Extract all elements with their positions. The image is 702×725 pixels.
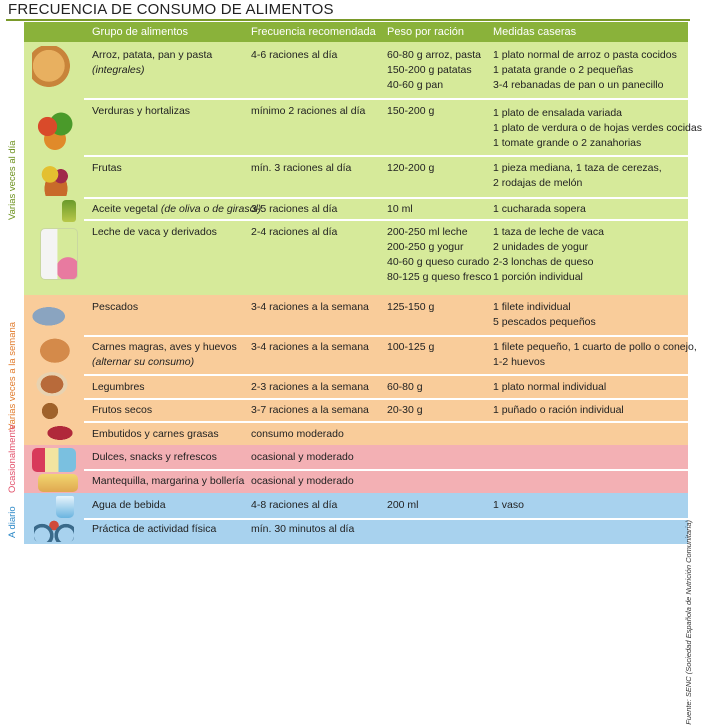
row-divider: [84, 98, 688, 100]
weight-cell: 20-30 g: [387, 404, 423, 416]
group-cell: Legumbres: [92, 381, 145, 393]
side-label-weekly: Varias veces a la semana: [7, 321, 18, 430]
header-frequency: Frecuencia recomendada: [251, 26, 376, 38]
frequency-cell: 2-4 raciones al día: [251, 226, 338, 238]
group-cell: Práctica de actividad física: [92, 523, 217, 535]
table-header: [24, 22, 688, 42]
weight-cell: 60-80 g: [387, 381, 423, 393]
frequency-table: [24, 22, 702, 544]
fruit-bowl-icon: [36, 160, 76, 196]
group-cell: Leche de vaca y derivados: [92, 226, 217, 238]
title-underline: [6, 19, 690, 21]
weight-cell: 200-250 ml leche 200-250 g yogur 40-60 g queso curado 80-125 g queso fresco: [387, 226, 492, 283]
header-measures: Medidas caseras: [493, 26, 577, 38]
group-cell: Pescados: [92, 301, 139, 313]
frequency-cell: mín. 3 raciones al día: [251, 162, 352, 174]
chicken-icon: [36, 332, 78, 366]
group-cell: Mantequilla, margarina y bollería: [92, 475, 245, 487]
group-cell: Frutas: [92, 162, 122, 174]
row-divider: [84, 219, 688, 221]
group-cell: Carnes magras, aves y huevos (alternar su consumo): [92, 341, 237, 368]
header-group: Grupo de alimentos: [92, 26, 188, 38]
measures-cell: 1 puñado o ración individual: [493, 404, 624, 416]
measures-cell: 1 cucharada sopera: [493, 203, 586, 215]
measures-cell: 1 vaso: [493, 499, 524, 511]
group-cell: Dulces, snacks y refrescos: [92, 451, 217, 463]
weight-cell: 10 ml: [387, 203, 413, 215]
weight-cell: 125-150 g: [387, 301, 435, 313]
measures-cell: 1 filete pequeño, 1 cuarto de pollo o conejo, 1-2 huevos: [493, 341, 697, 368]
weight-cell: 120-200 g: [387, 162, 435, 174]
header-weight: Peso por ración: [387, 26, 465, 38]
row-divider: [84, 155, 688, 157]
frequency-cell: 3-7 raciones a la semana: [251, 404, 369, 416]
legumes-icon: [34, 370, 70, 396]
row-divider: [84, 469, 688, 471]
row-divider: [84, 374, 688, 376]
weight-cell: 60-80 g arroz, pasta 150-200 g patatas 40-60 g pan: [387, 49, 481, 91]
cyclist-icon: [34, 520, 74, 542]
group-cell: Verduras y hortalizas: [92, 105, 191, 117]
frequency-cell: mínimo 2 raciones al día: [251, 105, 366, 117]
sweets-icon: [32, 448, 76, 472]
row-divider: [84, 398, 688, 400]
frequency-cell: 3-5 raciones al día: [251, 203, 338, 215]
fish-icon: [28, 302, 74, 328]
vegetables-icon: [30, 104, 80, 154]
frequency-cell: 2-3 raciones a la semana: [251, 381, 369, 393]
row-divider: [84, 197, 688, 199]
measures-cell: 1 plato normal individual: [493, 381, 607, 393]
row-divider: [84, 421, 688, 423]
nuts-icon: [38, 400, 68, 422]
weight-cell: 150-200 g: [387, 105, 435, 117]
measures-cell: 1 plato de ensalada variada 1 plato de verdura o de hojas verdes cocidas 1 tomate grande o 2 zanahorias: [493, 107, 702, 149]
side-label-diario: A diario: [7, 506, 18, 538]
weight-cell: 200 ml: [387, 499, 419, 511]
row-divider: [84, 518, 688, 520]
group-cell: Arroz, patata, pan y pasta (integrales): [92, 49, 213, 76]
measures-cell: 1 plato normal de arroz o pasta cocidos 1 patata grande o 2 pequeñas 3-4 rebanadas de pan o un panecillo: [493, 49, 677, 91]
group-cell: Embutidos y carnes grasas: [92, 428, 219, 440]
water-glass-icon: [56, 496, 74, 518]
group-cell: Frutos secos: [92, 404, 153, 416]
group-cell: Aceite vegetal (de oliva o de girasol): [92, 203, 262, 215]
frequency-cell: 3-4 raciones a la semana: [251, 341, 369, 353]
measures-cell: 1 pieza mediana, 1 taza de cerezas, 2 rodajas de melón: [493, 162, 662, 189]
side-label-occasional: Ocasionalmente: [7, 424, 18, 493]
frequency-cell: mín. 30 minutos al día: [251, 523, 355, 535]
measures-cell: 1 taza de leche de vaca 2 unidades de yogur 2-3 lonchas de queso 1 porción individual: [493, 226, 604, 283]
frequency-cell: ocasional y moderado: [251, 475, 354, 487]
bread-pasta-icon: [32, 46, 74, 90]
group-cell: Agua de bebida: [92, 499, 166, 511]
page-title: FRECUENCIA DE CONSUMO DE ALIMENTOS: [8, 1, 334, 18]
frequency-cell: 3-4 raciones a la semana: [251, 301, 369, 313]
frequency-cell: ocasional y moderado: [251, 451, 354, 463]
frequency-cell: 4-6 raciones al día: [251, 49, 338, 61]
frequency-cell: consumo moderado: [251, 428, 344, 440]
frequency-cell: 4-8 raciones al día: [251, 499, 338, 511]
oil-bottle-icon: [62, 200, 76, 222]
weight-cell: 100-125 g: [387, 341, 435, 353]
row-divider: [84, 335, 688, 337]
measures-cell: 1 filete individual 5 pescados pequeños: [493, 301, 596, 328]
source-note: Fuente: SENC (Sociedad Española de Nutrición Comunitaria): [684, 520, 693, 725]
butter-icon: [38, 474, 78, 492]
sausage-icon: [40, 422, 80, 444]
milk-icon: [40, 228, 78, 280]
side-label-daily: Varias veces al día: [7, 140, 18, 220]
